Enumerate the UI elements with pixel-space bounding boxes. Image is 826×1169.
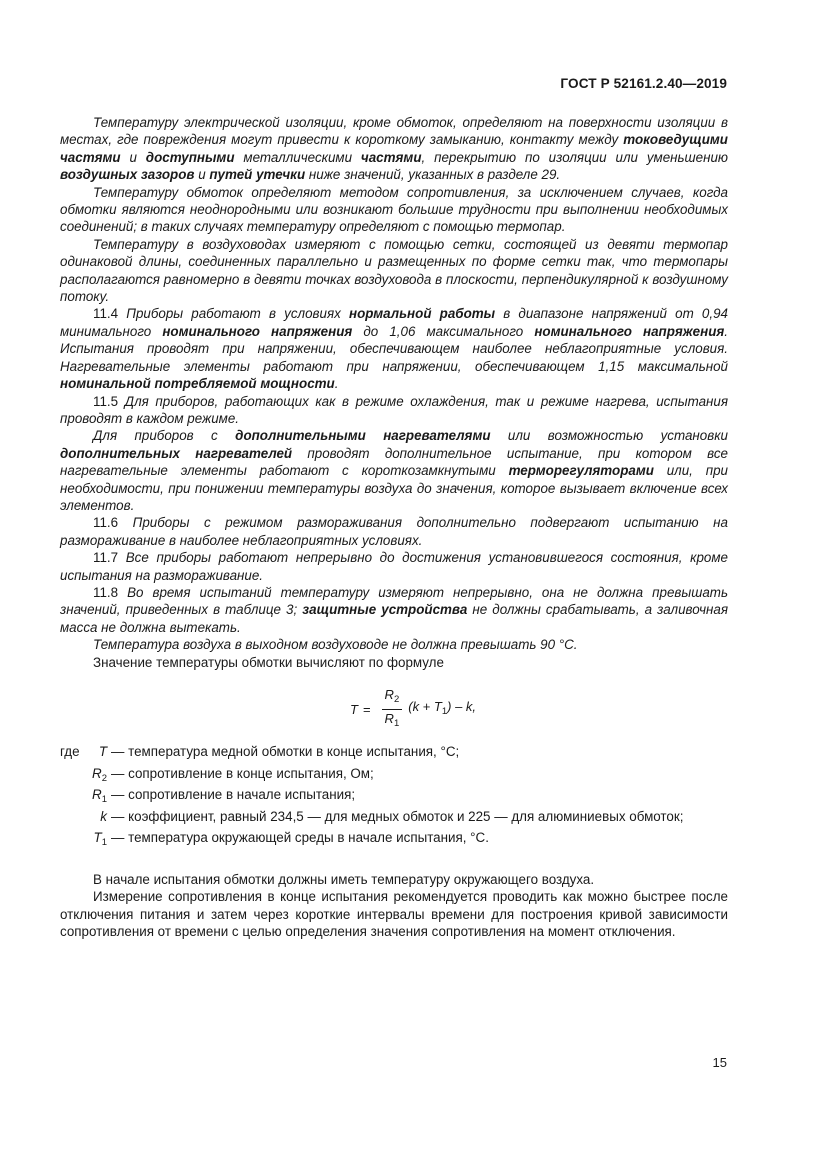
legend-description: — коэффициент, равный 234,5 — для медных обмоток и 225 — для алюминиевых обмоток; (111, 808, 684, 824)
legend-row (60, 784, 728, 806)
formula-lhs: T (350, 701, 358, 717)
legend-symbol: T (98, 744, 107, 759)
legend-description: — температура медной обмотки в конце испытания, °С; (111, 744, 460, 759)
denominator-subscript: 1 (393, 718, 400, 729)
winding-temperature-formula (350, 687, 476, 732)
paragraph: 11.5 Для приборов, работающих как в режиме охлаждения, так и режиме нагрева, испытания проводят в каждом режиме. (60, 393, 728, 426)
legend-symbol: k (100, 808, 107, 824)
paragraph: 11.6 Приборы с режимом размораживания дополнительно подвергают испытанию на размораживание в наиболее неблагоприятных условиях. (60, 515, 728, 548)
formula-numerator (382, 687, 403, 710)
legend-symbol: $T_1$ (93, 830, 107, 849)
formula-tail-subscript: 1 (441, 706, 448, 718)
paragraph: В начале испытания обмотки должны иметь температуру окружающего воздуха. (93, 871, 595, 887)
paragraph: Измерение сопротивления в конце испытания рекомендуется проводить как можно быстрее после отключения питания и затем через короткие интервалы времени для построения кривой зависимости сопротивления от времени с целью определения значения сопротивления на момент отключения. (60, 889, 728, 940)
formula-legend (60, 741, 728, 849)
formula-tail-a: (k + T (408, 699, 442, 715)
formula-tail-b: ) – k, (447, 699, 477, 715)
page-number: 15 (712, 1055, 727, 1070)
denominator-symbol: R (384, 711, 394, 726)
paragraph: Значение температуры обмотки вычисляют по формуле (93, 654, 444, 670)
paragraph: Температура воздуха в выходном воздуховоде не должна превышать 90 °С. (93, 637, 578, 653)
numerator-subscript: 2 (393, 694, 400, 705)
legend-description: — температура окружающей среды в начале испытания, °С. (111, 830, 489, 846)
legend-description: — сопротивление в конце испытания, Ом; (111, 765, 374, 781)
document-body (60, 114, 728, 941)
legend-description: — сопротивление в начале испытания; (111, 787, 356, 803)
closing-paragraphs (60, 871, 728, 941)
paragraph: 11.8 Во время испытаний температуру измеряют непрерывно, она не должна превышать значений, приведенных в таблице 3; защитные устройства не должны срабатывать, а заливочная масса не должна вытекать. (60, 584, 728, 635)
paragraph: Для приборов с дополнительными нагревателями или возможностью установки дополнительных нагревателей проводят дополнительное испытание, при котором все нагревательные элементы работают с короткозамкнутыми терморегуляторами или, при необходимости, при понижении температуры воздуха до значения, которое вызывает включение всех элементов. (60, 428, 729, 513)
legend-row (60, 827, 728, 849)
formula-tail (408, 698, 476, 720)
formula-block (60, 677, 728, 735)
formula-equals: = (362, 701, 371, 717)
legend-label: где (60, 744, 80, 759)
document-header-standard: ГОСТ Р 52161.2.40—2019 (560, 76, 727, 91)
paragraph: Температуру обмоток определяют методом сопротивления, за исключением случаев, когда обмотки являются неоднородными или возникают большие трудности при выполнении необходимых соединений; в таких случаях температуру определяют с помощью термопар. (60, 184, 728, 235)
legend-row (60, 763, 728, 785)
legend-row (60, 806, 728, 828)
paragraph: Температуру электрической изоляции, кроме обмоток, определяют на поверхности изоляции в местах, где повреждения могут привести к короткому замыканию, контакту между токоведущими частями и доступными металлическими частями, перекрытию по изоляции или уменьшению воздушных зазоров и путей утечки ниже значений, указанных в разделе 29. (60, 115, 728, 183)
paragraph: Температуру в воздуховодах измеряют с помощью сетки, состоящей из девяти термопар одинаковой длины, соединенных параллельно и размещенных по форме сетки так, что термопары располагаются равномерно в девяти точках воздуховода в плоскости, перпендикулярной к воздушному потоку. (60, 236, 728, 305)
legend-symbol: $R_1$ (92, 787, 107, 806)
formula-fraction (382, 687, 403, 732)
paragraph: 11.4 Приборы работают в условиях нормальной работы в диапазоне напряжений от 0,94 минимального номинального напряжения до 1,06 максимального номинального напряжения. Испытания проводят при напряжении, обеспечивающем наиболее неблагоприятные условия. Нагревательные элементы работают при напряжении, обеспечивающем 1,15 максимальной номинальной потребляемой мощности. (60, 306, 728, 392)
legend-row (60, 741, 728, 763)
numerator-symbol: R (384, 687, 394, 702)
paragraph: 11.7 Все приборы работают непрерывно до достижения установившегося состояния, кроме испытания на размораживание. (60, 550, 728, 583)
paragraph-list (60, 114, 728, 671)
formula-denominator (382, 710, 403, 732)
legend-symbol: $R_2$ (92, 765, 107, 784)
